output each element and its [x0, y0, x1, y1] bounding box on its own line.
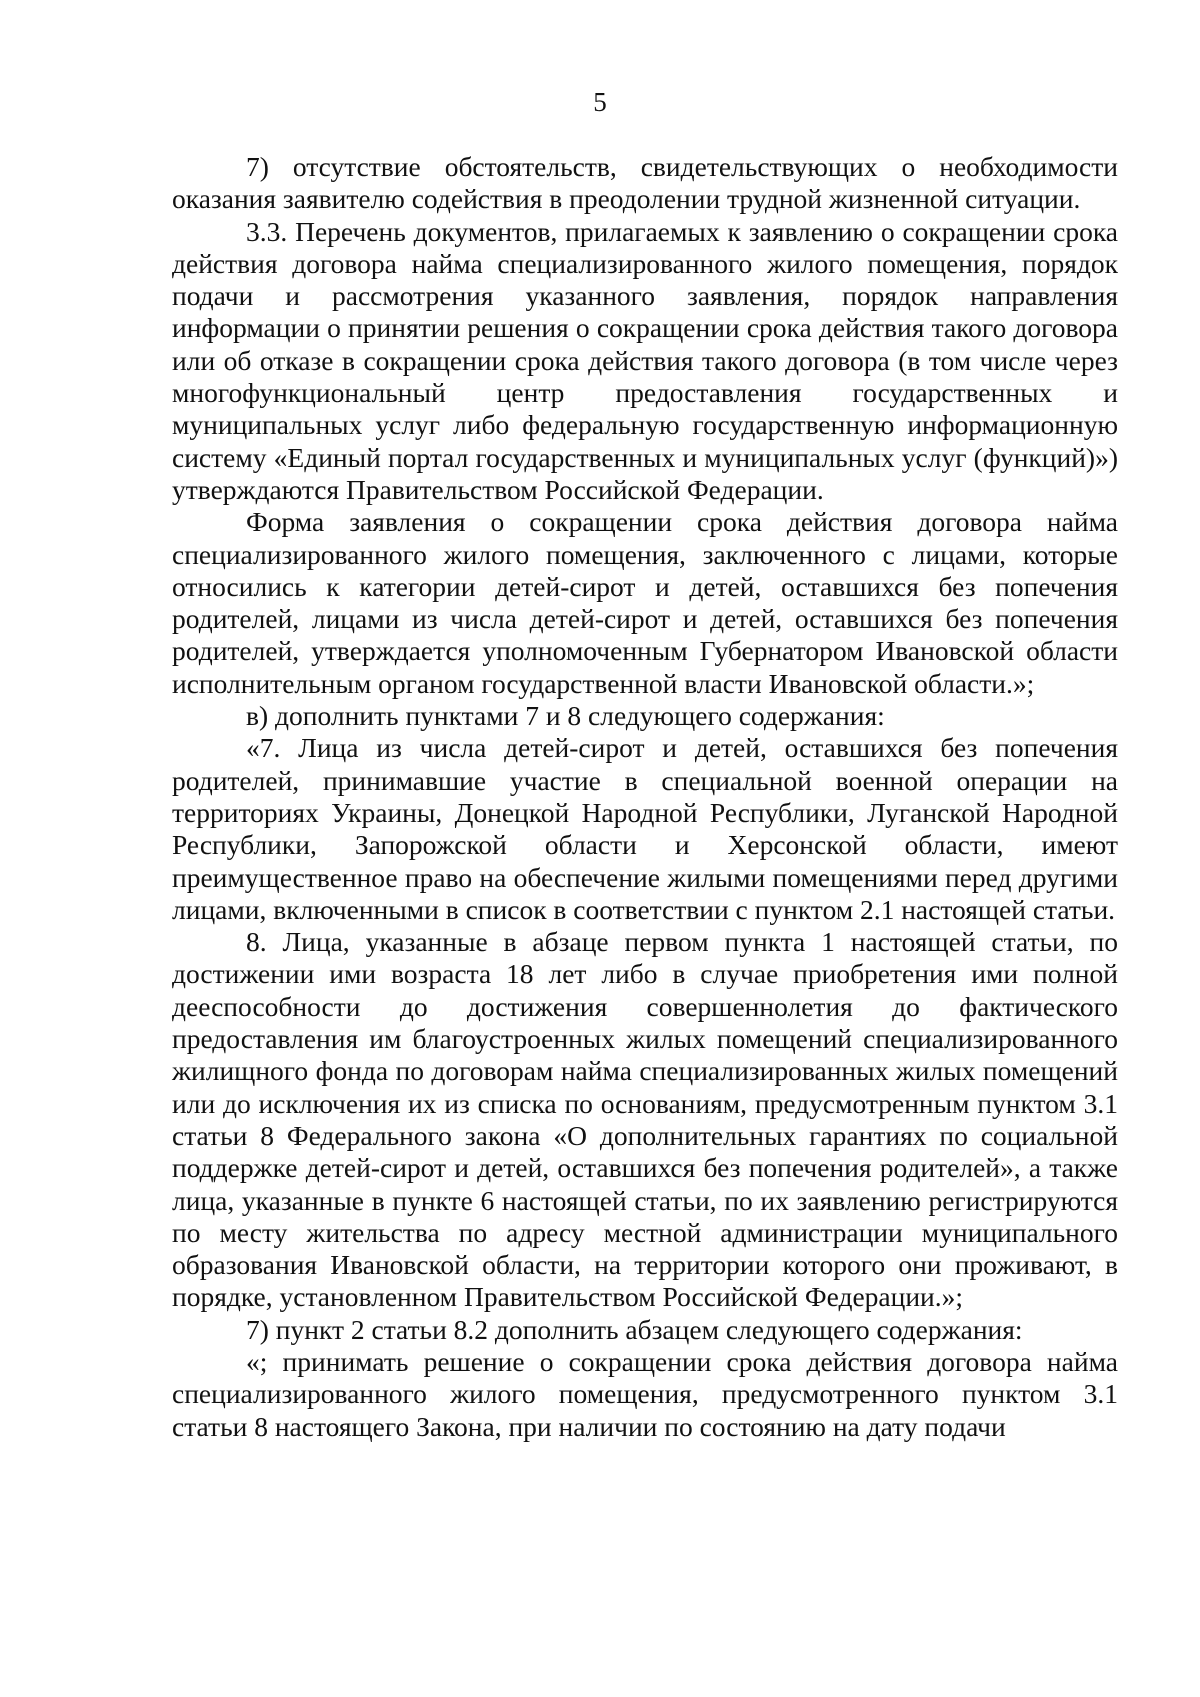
paragraph-application-form: Форма заявления о сокращении срока действия договора найма специализированного жилого помещения, заключенного с лицами, которые относились к категории детей-сирот и детей, оставшихся без попечения родителей, лицами из числа детей-сирот и детей, оставшихся без попечения родителей, утверждается уполномоченным Губернатором Ивановской области исполнительным органом государственной власти Ивановской области.»;: [172, 506, 1118, 699]
paragraph-amendment-v: в) дополнить пунктами 7 и 8 следующего содержания:: [246, 700, 885, 732]
paragraph-item-7-conclusion: 7) отсутствие обстоятельств, свидетельствующих о необходимости оказания заявителю содействия в преодолении трудной жизненной ситуации.: [172, 151, 1118, 215]
document-body: [172, 151, 1118, 1443]
paragraph-point-8: 8. Лица, указанные в абзаце первом пункта 1 настоящей статьи, по достижении ими возраста 18 лет либо в случае приобретения ими полной дееспособности до достижения совершеннолетия до фактического предоставления им благоустроенных жилых помещений специализированного жилищного фонда по договорам найма специализированных жилых помещений или до исключения их из списка по основаниям, предусмотренным пунктом 3.1 статьи 8 Федерального закона «О дополнительных гарантиях по социальной поддержке детей-сирот и детей, оставшихся без попечения родителей», а также лица, указанные в пункте 6 настоящей статьи, по их заявлению регистрируются по месту жительства по адресу местной администрации муниципального образования Ивановской области, на территории которого они проживают, в порядке, установленном Правительством Российской Федерации.»;: [172, 926, 1118, 1313]
page-number: 5: [593, 87, 607, 117]
paragraph-amendment-7: 7) пункт 2 статьи 8.2 дополнить абзацем следующего содержания:: [246, 1313, 1023, 1345]
paragraph-3-3-documents-list: 3.3. Перечень документов, прилагаемых к заявлению о сокращении срока действия договора найма специализированного жилого помещения, порядок подачи и рассмотрения указанного заявления, порядок направления информации о принятии решения о сокращении срока действия такого договора или об отказе в сокращении срока действия такого договора (в том числе через многофункциональный центр предоставления государственных и муниципальных услуг либо федеральную государственную информационную систему «Единый портал государственных и муниципальных услуг (функций)») утверждаются Правительством Российской Федерации.: [172, 215, 1118, 505]
paragraph-point-7: «7. Лица из числа детей-сирот и детей, оставшихся без попечения родителей, принимавшие участие в специальной военной операции на территориях Украины, Донецкой Народной Республики, Луганской Народной Республики, Запорожской области и Херсонской области, имеют преимущественное право на обеспечение жилыми помещениями перед другими лицами, включенными в список в соответствии с пунктом 2.1 настоящей статьи.: [172, 732, 1118, 925]
paragraph-new-clause: «; принимать решение о сокращении срока действия договора найма специализированного жилого помещения, предусмотренного пунктом 3.1 статьи 8 настоящего Закона, при наличии по состоянию на дату подачи: [172, 1345, 1118, 1442]
